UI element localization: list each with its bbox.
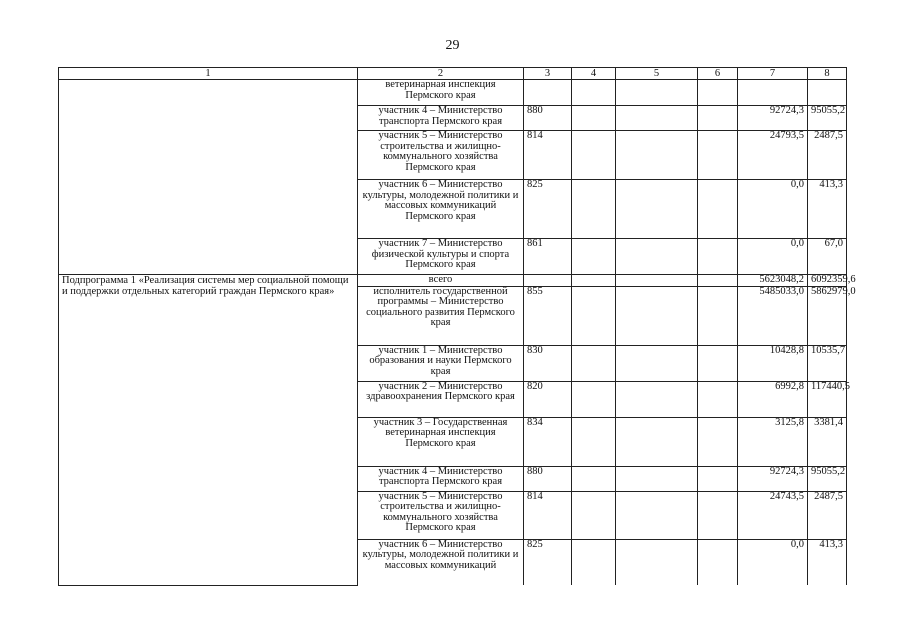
value-cell xyxy=(808,80,847,106)
header-cell: 7 xyxy=(738,68,808,80)
page-number: 29 xyxy=(445,38,460,53)
value-cell: 0,0 xyxy=(738,239,808,275)
participant-cell: участник 6 – Министерство культуры, молодежной политики и массовых коммуникаций xyxy=(358,539,524,585)
code-cell: 861 xyxy=(524,239,572,275)
participant-cell: всего xyxy=(358,275,524,287)
budget-table xyxy=(58,67,856,586)
value-cell: 3125,8 xyxy=(738,417,808,466)
value-cell: 3381,4 xyxy=(808,417,847,466)
header-row xyxy=(59,68,847,80)
participant-cell: участник 5 – Министерство строительства и жилищно-коммунального хозяйства Пермского края xyxy=(358,131,524,180)
header-cell: 8 xyxy=(808,68,847,80)
value-cell: 6992,8 xyxy=(738,381,808,417)
value-cell: 95055,2 xyxy=(808,106,847,131)
code-cell xyxy=(524,275,572,287)
empty-cell xyxy=(59,80,358,275)
value-cell: 413,3 xyxy=(808,180,847,239)
header-cell: 5 xyxy=(616,68,698,80)
value-cell: 413,3 xyxy=(808,539,847,585)
value-cell: 24743,5 xyxy=(738,491,808,539)
value-cell: 0,0 xyxy=(738,180,808,239)
participant-cell: участник 4 – Министерство транспорта Пермского края xyxy=(358,466,524,491)
value-cell: 92724,3 xyxy=(738,466,808,491)
value-cell: 92724,3 xyxy=(738,106,808,131)
code-cell: 830 xyxy=(524,345,572,381)
table-row xyxy=(59,80,847,106)
value-cell: 6092359,6 xyxy=(808,275,847,287)
code-cell: 825 xyxy=(524,539,572,585)
participant-cell: участник 3 – Государственная ветеринарная инспекция Пермского края xyxy=(358,417,524,466)
value-cell: 10428,8 xyxy=(738,345,808,381)
participant-cell: участник 2 – Министерство здравоохранения Пермского края xyxy=(358,381,524,417)
participant-cell: исполнитель государственной программы – Министерство социального развития Пермского края xyxy=(358,286,524,345)
subprogram-title: Подпрограмма 1 «Реализация системы мер социальной помощи и поддержки отдельных категорий граждан Пермского края» xyxy=(59,275,358,586)
value-cell: 0,0 xyxy=(738,539,808,585)
participant-cell: участник 5 – Министерство строительства и жилищно-коммунального хозяйства Пермского края xyxy=(358,491,524,539)
header-cell: 2 xyxy=(358,68,524,80)
value-cell: 5862979,0 xyxy=(808,286,847,345)
header-cell: 6 xyxy=(698,68,738,80)
participant-cell: ветеринарная инспекция Пермского края xyxy=(358,80,524,106)
value-cell: 2487,5 xyxy=(808,131,847,180)
participant-cell: участник 4 – Министерство транспорта Пермского края xyxy=(358,106,524,131)
code-cell: 880 xyxy=(524,106,572,131)
value-cell xyxy=(738,80,808,106)
code-cell xyxy=(524,80,572,106)
code-cell: 820 xyxy=(524,381,572,417)
header-cell: 1 xyxy=(59,68,358,80)
table-row xyxy=(59,275,847,287)
value-cell: 24793,5 xyxy=(738,131,808,180)
participant-cell: участник 6 – Министерство культуры, молодежной политики и массовых коммуникаций Пермского края xyxy=(358,180,524,239)
value-cell: 2487,5 xyxy=(808,491,847,539)
value-cell: 5623048,2 xyxy=(738,275,808,287)
value-cell: 95055,2 xyxy=(808,466,847,491)
value-cell: 5485033,0 xyxy=(738,286,808,345)
code-cell: 825 xyxy=(524,180,572,239)
code-cell: 855 xyxy=(524,286,572,345)
code-cell: 814 xyxy=(524,131,572,180)
participant-cell: участник 7 – Министерство физической культуры и спорта Пермского края xyxy=(358,239,524,275)
code-cell: 814 xyxy=(524,491,572,539)
header-cell: 3 xyxy=(524,68,572,80)
value-cell: 117440,5 xyxy=(808,381,847,417)
code-cell: 834 xyxy=(524,417,572,466)
code-cell: 880 xyxy=(524,466,572,491)
participant-cell: участник 1 – Министерство образования и науки Пермского края xyxy=(358,345,524,381)
value-cell: 67,0 xyxy=(808,239,847,275)
value-cell: 10535,7 xyxy=(808,345,847,381)
header-cell: 4 xyxy=(572,68,616,80)
